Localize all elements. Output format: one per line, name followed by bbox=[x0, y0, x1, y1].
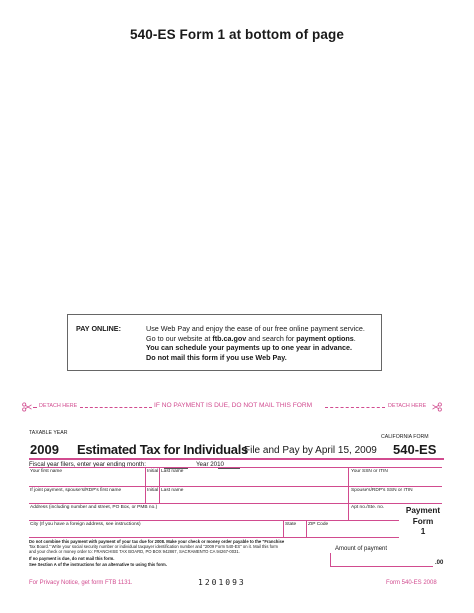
pay-online-line1: Use Web Pay and enjoy the ease of our free online payment service. bbox=[146, 324, 365, 333]
pay-online-site-link[interactable]: ftb.ca.gov bbox=[212, 333, 247, 343]
note-line1: Do not combine this payment with payment of your tax due for 2008. Make your check or money order payable to the "Franchise bbox=[29, 539, 285, 544]
payment-form-word1: Payment bbox=[405, 506, 441, 515]
payment-form-label bbox=[400, 506, 446, 538]
pay-online-text bbox=[146, 324, 378, 362]
grid-line bbox=[29, 520, 399, 521]
payment-form-number: 1 bbox=[420, 527, 426, 536]
apt-field[interactable]: Apt no./Ste. no. bbox=[351, 505, 385, 510]
form-title: Estimated Tax for Individuals bbox=[77, 442, 248, 457]
form-code: 1201093 bbox=[198, 578, 246, 587]
pay-online-line2-prefix: Go to our website at bbox=[146, 333, 213, 343]
pay-online-line2-end: . bbox=[353, 333, 356, 343]
fiscal-year-line: Fiscal year filers, enter year ending month: bbox=[29, 461, 146, 468]
california-form-label: CALIFORNIA FORM bbox=[381, 434, 429, 440]
amount-cents: .00 bbox=[435, 560, 444, 566]
ssn-field[interactable]: Your SSN or ITIN bbox=[351, 469, 388, 474]
scissors-icon bbox=[22, 402, 32, 412]
grid-line bbox=[29, 537, 399, 538]
scissors-right-icon bbox=[432, 402, 442, 412]
note-line5: See Section A of the instructions for an alternative to using this form. bbox=[29, 562, 167, 567]
address-field[interactable]: Address (including number and street, PO Box, or PMB no.) bbox=[30, 505, 158, 510]
zip-field[interactable]: ZIP Code bbox=[308, 522, 329, 527]
city-field[interactable]: City (If you have a foreign address, see instructions) bbox=[30, 522, 141, 527]
grid-line bbox=[29, 486, 442, 487]
note-line3: and your check or money order to: FRANCHISE TAX BOARD, PO BOX 942867, SACRAMENTO CA 94267-0031. bbox=[29, 549, 240, 554]
note-line2: Tax Board." Write your social security number or individual taxpayer identification number and "2009 Form 540-ES" on it. Mail this form bbox=[29, 544, 278, 549]
taxable-year-label: TAXABLE YEAR bbox=[29, 430, 68, 436]
detach-middle-label: IF NO PAYMENT IS DUE, DO NOT MAIL THIS FORM bbox=[154, 402, 313, 409]
grid-vline bbox=[159, 467, 160, 503]
spouse-first-name-field[interactable]: If joint payment, spouse's/RDP's first name bbox=[30, 488, 122, 493]
pay-online-label: PAY ONLINE: bbox=[76, 324, 121, 333]
first-name-field[interactable]: Your first name bbox=[30, 469, 63, 474]
footer-form-id: Form 540-ES 2008 bbox=[386, 580, 437, 586]
grid-line bbox=[29, 503, 442, 504]
amount-label: Amount of payment bbox=[335, 546, 388, 552]
fiscal-year-blank[interactable] bbox=[218, 468, 240, 469]
pay-online-search-term: payment options bbox=[296, 333, 354, 343]
state-field[interactable]: State bbox=[285, 522, 297, 527]
grid-vline bbox=[145, 467, 146, 503]
last-name-field[interactable]: Last name bbox=[161, 469, 184, 474]
note-line4: If no payment is due, do not mail this form. bbox=[29, 556, 115, 561]
fiscal-year-label: Year 2010 bbox=[196, 461, 224, 468]
pay-online-box bbox=[67, 314, 382, 371]
pay-online-line4: Do not mail this form if you use Web Pay. bbox=[146, 352, 287, 362]
amount-input[interactable] bbox=[336, 560, 431, 566]
amount-box-bottom bbox=[330, 566, 433, 567]
grid-vline bbox=[348, 467, 349, 520]
pay-online-line2 bbox=[146, 334, 378, 344]
privacy-notice: For Privacy Notice, get form FTB 1131. bbox=[29, 580, 133, 586]
grid-vline bbox=[283, 520, 284, 537]
payment-form-word2: Form bbox=[412, 516, 434, 526]
spouse-initial-field[interactable]: Initial bbox=[147, 488, 159, 493]
header-rule bbox=[29, 458, 444, 460]
grid-vline bbox=[306, 520, 307, 537]
page-title: 540-ES Form 1 at bottom of page bbox=[130, 27, 344, 42]
spouse-last-name-field[interactable]: Last name bbox=[161, 488, 184, 493]
form-number: 540-ES bbox=[393, 442, 437, 457]
detach-right-label: DETACH HERE bbox=[388, 403, 427, 409]
pay-online-line3: You can schedule your payments up to one year in advance. bbox=[146, 343, 352, 353]
amount-box-left bbox=[330, 553, 331, 566]
form-year: 2009 bbox=[30, 442, 59, 457]
grid-line bbox=[29, 467, 442, 468]
initial-field[interactable]: Initial bbox=[147, 469, 159, 474]
file-pay-date: File and Pay by April 15, 2009 bbox=[244, 445, 377, 456]
spouse-ssn-field[interactable]: Spouse's/RDP's SSN or ITIN bbox=[351, 488, 413, 493]
detach-left-label: DETACH HERE bbox=[39, 403, 78, 409]
detach-row bbox=[22, 401, 450, 413]
pay-online-line2-mid: and search for bbox=[246, 333, 297, 343]
